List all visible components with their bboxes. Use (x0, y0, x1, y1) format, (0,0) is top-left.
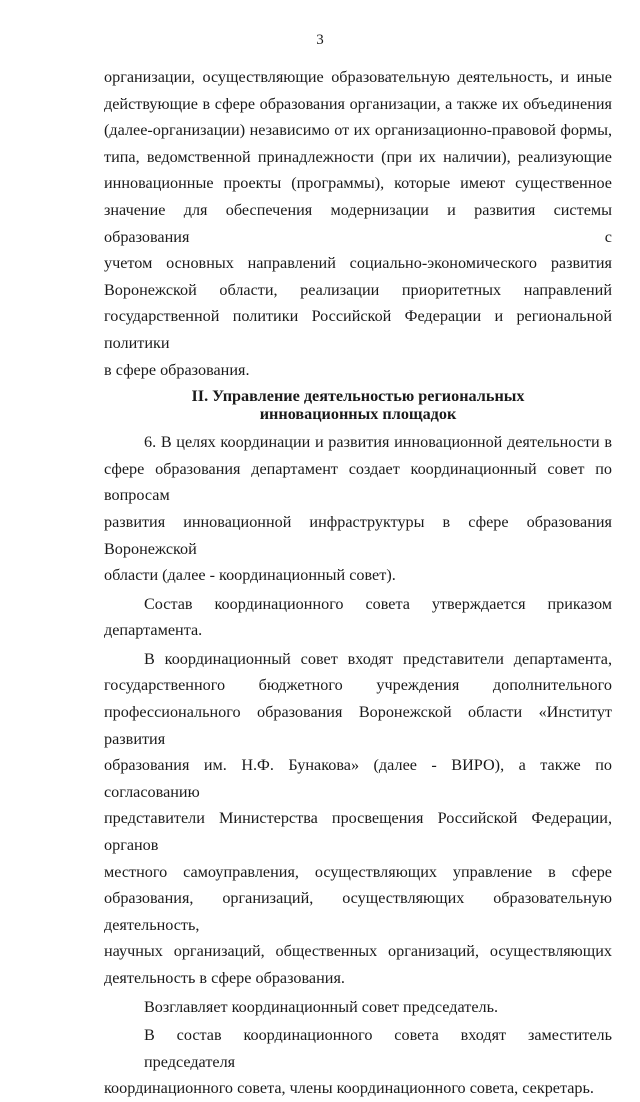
paragraph-structure (104, 1022, 612, 1102)
paragraph-6 (104, 429, 612, 589)
text-line: координационного совета, члены координационного совета, секретарь. (104, 1079, 594, 1098)
paragraph-members (104, 646, 612, 992)
text-line: государственного бюджетного учреждения дополнительного (104, 676, 612, 695)
text-line: области (далее - координационный совет). (104, 566, 396, 585)
text-line: в сфере образования. (104, 360, 250, 379)
text-line: образования, организаций, осуществляющих образовательную деятельность, (104, 889, 612, 934)
text-line: профессионального образования Воронежской области «Институт развития (104, 703, 612, 748)
text-line: сфере образования департамент создает координационный совет по вопросам (104, 459, 612, 505)
paragraph-chair (104, 994, 612, 1021)
text-line: деятельность в сфере образования. (104, 969, 345, 987)
text-line: Возглавляет координационный совет председатель. (144, 997, 499, 1016)
text-line: учетом основных направлений социально-экономического развития (104, 254, 612, 273)
text-line: государственной политики Российской Федерации и региональной политики (104, 307, 612, 352)
section-heading (104, 387, 612, 423)
text-line: представители Министерства просвещения Российской Федерации, органов (104, 809, 612, 855)
text-line: местного самоуправления, осуществляющих управление в сфере (104, 862, 612, 881)
text-line: развития инновационной инфраструктуры в сфере образования Воронежской (104, 512, 612, 558)
text-line: Воронежской области, реализации приоритетных направлений (104, 280, 612, 299)
page-number: 3 (316, 32, 324, 48)
text-line: значение для обеспечения модернизации и развития системы образования с (104, 200, 612, 246)
text-line: образования им. Н.Ф. Бунакова» (далее - ВИРО), а также по согласованию (104, 756, 612, 801)
section-heading-line: II. Управление деятельностью региональных (191, 387, 525, 406)
text-line: организации, осуществляющие образовательную деятельность, и иные (104, 68, 612, 86)
paragraph-composition (104, 591, 612, 644)
text-line: научных организаций, общественных организаций, осуществляющих (104, 942, 612, 961)
text-line: (далее-организации) независимо от их организационно-правовой формы, (104, 121, 612, 140)
document-body (104, 64, 612, 1102)
text-line: департамента. (104, 621, 203, 640)
text-line: инновационные проекты (программы), которые имеют существенное (104, 174, 612, 193)
text-line: действующие в сфере образования организации, а также их объединения (104, 94, 612, 113)
text-line: Состав координационного совета утверждается приказом (144, 594, 612, 613)
paragraph-organizations (104, 64, 612, 383)
section-heading-line: инновационных площадок (259, 405, 457, 424)
text-line: В состав координационного совета входят заместитель председателя (144, 1026, 612, 1071)
text-line: типа, ведомственной принадлежности (при их наличии), реализующие (104, 147, 612, 166)
text-line: 6. В целях координации и развития инновационной деятельности в (144, 433, 612, 452)
text-line: В координационный совет входят представители департамента, (144, 649, 612, 668)
